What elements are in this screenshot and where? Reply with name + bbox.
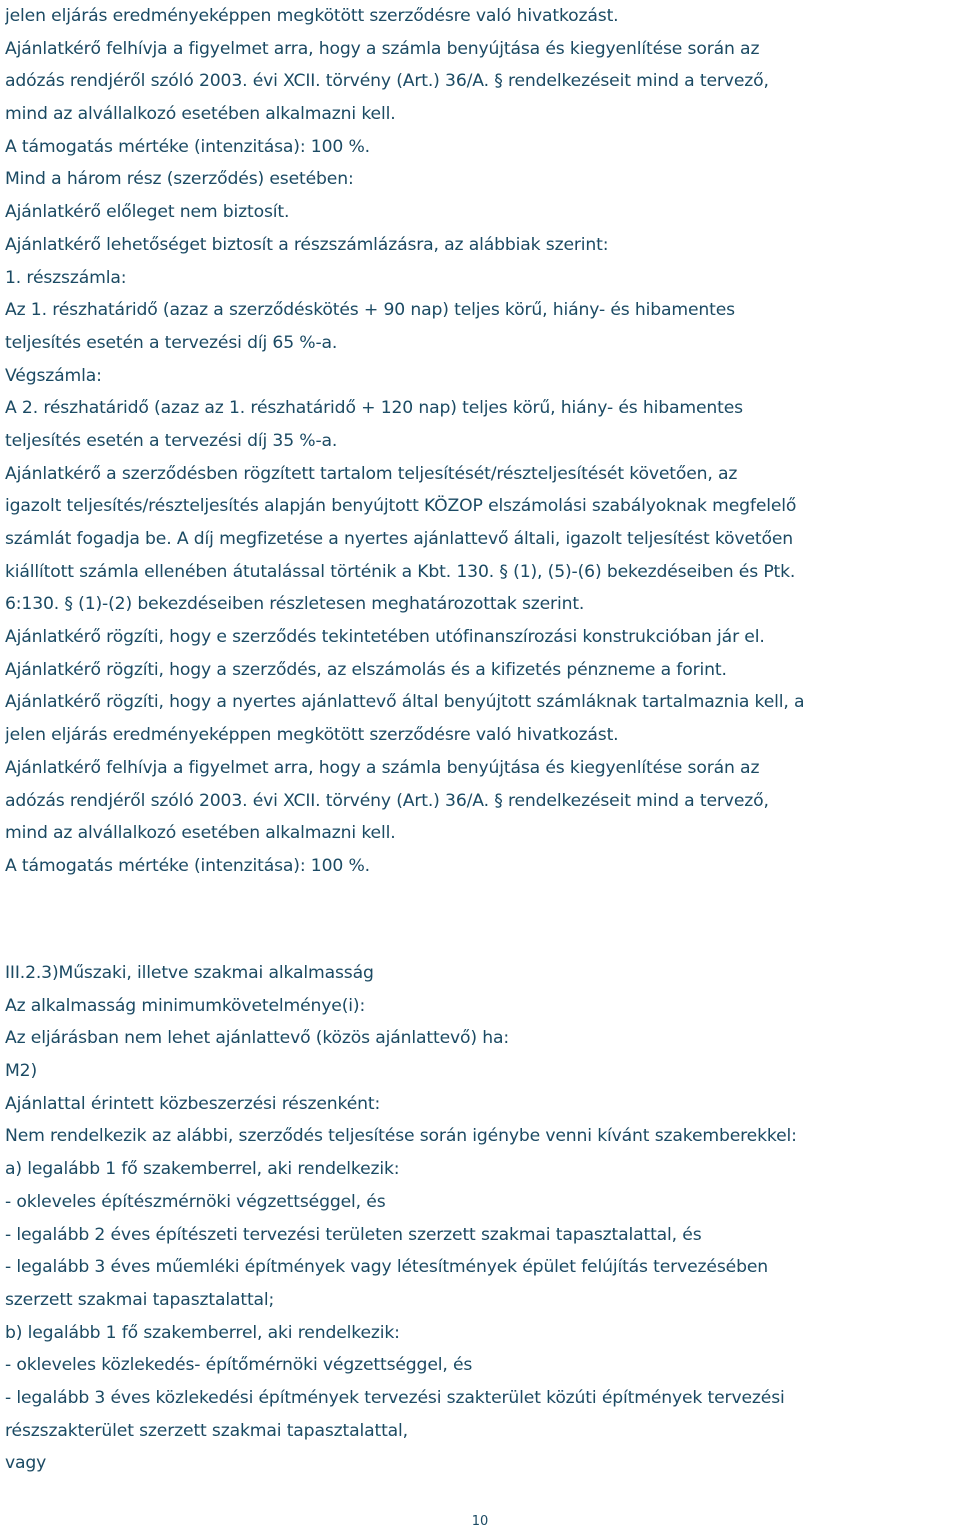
text-line: M2) <box>5 1061 38 1082</box>
text-line: Mind a három rész (szerződés) esetében: <box>5 169 354 190</box>
text-line: adózás rendjéről szóló 2003. évi XCII. törvény (Art.) 36/A. § rendelkezéseit mind a tervező, <box>5 71 769 92</box>
section-heading: III.2.3)Műszaki, illetve szakmai alkalmasság <box>5 963 374 983</box>
text-line: Ajánlatkérő rögzíti, hogy e szerződés tekintetében utófinanszírozási konstrukcióban jár el. <box>5 627 765 648</box>
text-line: Ajánlatkérő rögzíti, hogy a szerződés, az elszámolás és a kifizetés pénzneme a forint. <box>5 659 727 680</box>
text-line: Ajánlattal érintett közbeszerzési részenként: <box>5 1093 381 1114</box>
text-line: A támogatás mértéke (intenzitása): 100 %. <box>5 855 370 876</box>
text-line: igazolt teljesítés/részteljesítés alapján benyújtott KÖZOP elszámolási szabályoknak megfelelő <box>5 496 797 517</box>
text-line: mind az alvállalkozó esetében alkalmazni kell. <box>5 104 396 125</box>
list-item: - legalább 3 éves közlekedési építmények tervezési szakterület közúti építmények tervezési <box>5 1387 785 1408</box>
text-line: Ajánlatkérő a szerződésben rögzített tartalom teljesítését/részteljesítését követően, az <box>5 463 738 484</box>
text-line: mind az alvállalkozó esetében alkalmazni kell. <box>5 823 396 844</box>
text-line: adózás rendjéről szóló 2003. évi XCII. törvény (Art.) 36/A. § rendelkezéseit mind a tervező, <box>5 790 769 811</box>
text-line: szerzett szakmai tapasztalattal; <box>5 1289 275 1310</box>
page-number: 10 <box>471 1514 489 1529</box>
text-line: jelen eljárás eredményeképpen megkötött szerződésre való hivatkozást. <box>5 6 619 26</box>
text-line: Ajánlatkérő rögzíti, hogy a nyertes ajánlattevő által benyújtott számláknak tartalmaznia kell, a <box>5 692 805 713</box>
list-item: - okleveles építészmérnöki végzettséggel, és <box>5 1191 386 1212</box>
text-line: A támogatás mértéke (intenzitása): 100 %. <box>5 136 370 157</box>
text-line: Ajánlatkérő előleget nem biztosít. <box>5 202 290 223</box>
text-line: teljesítés esetén a tervezési díj 35 %-a. <box>5 430 338 451</box>
list-item: - okleveles közlekedés- építőmérnöki végzettséggel, és <box>5 1355 473 1376</box>
text-line: Ajánlatkérő lehetőséget biztosít a részszámlázásra, az alábbiak szerint: <box>5 234 609 255</box>
text-line: 1. részszámla: <box>5 267 127 288</box>
text-line: A 2. részhatáridő (azaz az 1. részhatáridő + 120 nap) teljes körű, hiány- és hibamentes <box>5 398 743 419</box>
text-line: 6:130. § (1)-(2) bekezdéseiben részletesen meghatározottak szerint. <box>5 594 585 615</box>
text-line: a) legalább 1 fő szakemberrel, aki rendelkezik: <box>5 1159 400 1180</box>
text-line: számlát fogadja be. A díj megfizetése a nyertes ajánlattevő általi, igazolt teljesítést követően <box>5 529 793 549</box>
text-line: jelen eljárás eredményeképpen megkötött szerződésre való hivatkozást. <box>5 725 619 746</box>
technical-suitability-section <box>5 957 957 1480</box>
list-item: - legalább 2 éves építészeti tervezési területen szerzett szakmai tapasztalattal, és <box>5 1224 702 1245</box>
text-line: b) legalább 1 fő szakemberrel, aki rendelkezik: <box>5 1322 400 1343</box>
text-line: Ajánlatkérő felhívja a figyelmet arra, hogy a számla benyújtása és kiegyenlítése során az <box>5 38 760 59</box>
text-line: Az 1. részhatáridő (azaz a szerződéskötés + 90 nap) teljes körű, hiány- és hibamentes <box>5 300 735 321</box>
text-line: kiállított számla ellenében átutalással történik a Kbt. 130. § (1), (5)-(6) bekezdéseiben és Ptk. <box>5 561 796 582</box>
text-line: Az eljárásban nem lehet ajánlattevő (közös ajánlattevő) ha: <box>5 1028 510 1049</box>
text-line: vagy <box>5 1453 47 1474</box>
text-line: Végszámla: <box>5 365 102 386</box>
text-line: részszakterület szerzett szakmai tapasztalattal, <box>5 1420 408 1441</box>
payment-terms-section <box>5 0 957 883</box>
text-line: Az alkalmasság minimumkövetelménye(i): <box>5 995 366 1016</box>
text-line: Nem rendelkezik az alábbi, szerződés teljesítése során igénybe venni kívánt szakemberekkel: <box>5 1126 797 1147</box>
text-line: Ajánlatkérő felhívja a figyelmet arra, hogy a számla benyújtása és kiegyenlítése során az <box>5 757 760 778</box>
text-line: teljesítés esetén a tervezési díj 65 %-a. <box>5 332 338 353</box>
list-item: - legalább 3 éves műemléki építmények vagy létesítmények épület felújítás tervezésében <box>5 1257 768 1278</box>
